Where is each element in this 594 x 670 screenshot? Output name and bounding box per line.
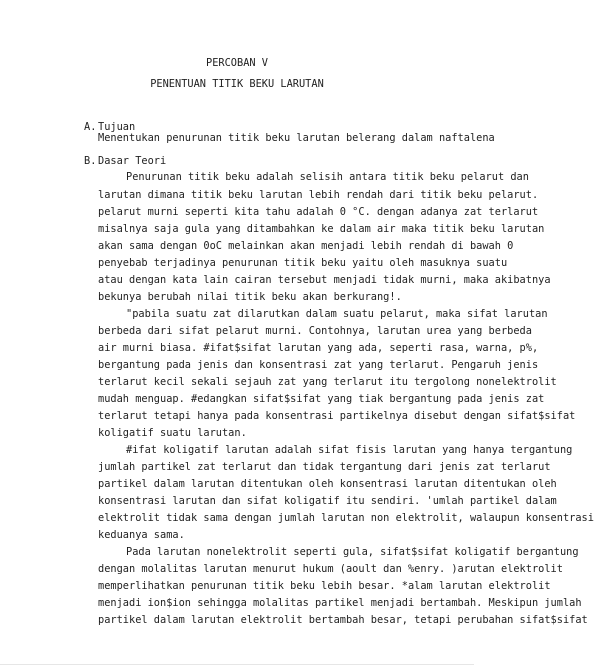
body-line: keduanya sama. [98, 529, 185, 541]
document-title: PERCOBAN V [206, 57, 268, 69]
body-line: koligatif suatu larutan. [98, 427, 247, 439]
body-line: Pada larutan nonelektrolit seperti gula, sifat$sifat koligatif bergantung [126, 546, 579, 558]
body-line: Penurunan titik beku adalah selisih antara titik beku pelarut dan [126, 171, 529, 183]
body-line: "pabila suatu zat dilarutkan dalam suatu pelarut, maka sifat larutan [126, 308, 548, 320]
body-line: pelarut murni seperti kita tahu adalah 0 °C. dengan adanya zat terlarut [98, 206, 539, 218]
body-line: partikel dalam larutan ditentukan oleh konsentrasi larutan ditentukan oleh [98, 478, 557, 490]
body-line: bekunya berubah nilai titik beku akan berkurang!. [98, 291, 402, 303]
section-a-marker: A. [84, 121, 97, 133]
document-subtitle: PENENTUAN TITIK BEKU LARUTAN [150, 78, 324, 90]
body-line: terlarut tetapi hanya pada konsentrasi partikelnya disebut dengan sifat$sifat [98, 410, 576, 422]
body-line: bergantung pada jenis dan konsentrasi zat yang terlarut. Pengaruh jenis [98, 359, 539, 371]
body-line: konsentrasi larutan dan sifat koligatif itu sendiri. 'umlah partikel dalam [98, 495, 557, 507]
body-line: mudah menguap. #edangkan sifat$sifat yang tiak bergantung pada jenis zat [98, 393, 545, 405]
body-line: atau dengan kata lain cairan tersebut menjadi tidak murni, maka akibatnya [98, 274, 551, 286]
body-line: larutan dimana titik beku larutan lebih rendah dari titik beku pelarut. [98, 189, 539, 201]
body-line: terlarut kecil sekali sejauh zat yang terlarut itu tergolong nonelektrolit [98, 376, 557, 388]
body-line: berbeda dari sifat pelarut murni. Contohnya, larutan urea yang berbeda [98, 325, 532, 337]
body-line: memperlihatkan penurunan titik beku lebih besar. *alam larutan elektrolit [98, 580, 551, 592]
section-a-text: Menentukan penurunan titik beku larutan belerang dalam naftalena [98, 132, 495, 144]
body-line: misalnya saja gula yang ditambahkan ke dalam air maka titik beku larutan [98, 223, 545, 235]
body-line: dengan molalitas larutan menurut hukum (aoult dan %enry. )arutan elektrolit [98, 563, 563, 575]
body-line: menjadi ion$ion sehingga molalitas partikel menjadi bertambah. Meskipun jumlah [98, 597, 582, 609]
body-line: partikel dalam larutan elektrolit bertambah besar, tetapi perubahan sifat$sifat [98, 614, 588, 626]
body-line: penyebab terjadinya penurunan titik beku yaitu oleh masuknya suatu [98, 257, 508, 269]
body-line: jumlah partikel zat terlarut dan tidak tergantung dari jenis zat terlarut [98, 461, 551, 473]
section-a-heading: Tujuan [98, 121, 136, 133]
body-line: #ifat koligatif larutan adalah sifat fisis larutan yang hanya tergantung [126, 444, 573, 456]
body-line: elektrolit tidak sama dengan jumlah larutan non elektrolit, walaupun konsentrasi [98, 512, 594, 524]
body-line: air murni biasa. #ifat$sifat larutan yang ada, seperti rasa, warna, p%, [98, 342, 539, 354]
body-line: akan sama dengan 0oC melainkan akan menjadi lebih rendah di bawah 0 [98, 240, 514, 252]
page-bottom-divider [0, 664, 474, 665]
section-b-heading: Dasar Teori [98, 155, 167, 167]
section-b-marker: B. [84, 155, 97, 167]
